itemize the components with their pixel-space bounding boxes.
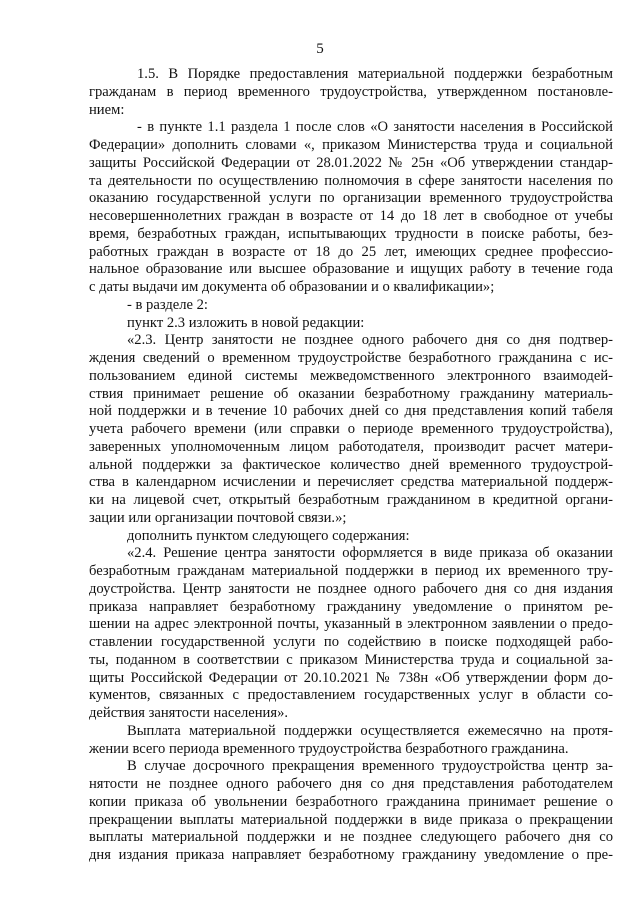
text-line: пункт 2.3 изложить в новой редакции:: [127, 314, 365, 331]
text-line: «2.4. Решение центра занятости оформляется в виде приказа об оказании: [127, 545, 613, 562]
text-line: с даты выдачи им документа об образовании и о квалификации»;: [89, 279, 495, 295]
text-line: защиты Российской Федерации от 28.01.2022 № 25н «Об утверждении стандар-: [89, 154, 613, 171]
text-line: - в пункте 1.1 раздела 1 после слов «О занятости населения в Российской: [137, 119, 613, 136]
text-line: кументов, связанных с предоставлением государственных услуг в области со-: [89, 687, 613, 704]
text-line: прекращении выплаты материальной поддержки в виде приказа о прекращении: [89, 811, 613, 828]
text-line: безработным гражданам материальной поддержки в период их временного тру-: [89, 563, 613, 579]
text-line: Выплата материальной поддержки осуществляется ежемесячно на протя-: [127, 722, 613, 739]
text-line: дополнить пунктом следующего содержания:: [127, 527, 410, 544]
text-line: та деятельности по осуществлению полномочия в сфере занятости населения по: [89, 172, 613, 189]
text-line: приказа направляет безработному гражданину уведомление о принятом ре-: [89, 598, 613, 615]
text-line: гражданам в период временного трудоустройства, утвержденном постановле-: [89, 83, 613, 100]
text-line: нием:: [89, 101, 125, 118]
text-line: работных граждан в возрасте от 18 до 25 лет, имеющих среднее профессио-: [89, 243, 613, 260]
text-line: ждения сведений о временном трудоустройстве безработного гражданина с ис-: [89, 350, 613, 366]
text-line: ной поддержки и в течение 10 рабочих дней со дня представления копий табеля: [89, 403, 613, 420]
text-line: пользованием единой системы межведомственного электронного взаимодей-: [89, 367, 613, 384]
text-line: ства в календарном исчислении и перечисляет средства материальной поддерж-: [89, 474, 613, 491]
page-number: 5: [316, 41, 324, 57]
text-line: зации или организации почтовой связи.»;: [89, 509, 347, 526]
text-line: выплаты материальной поддержки и не позднее следующего рабочего дня со: [89, 829, 613, 846]
text-line: ки на лицевой счет, открытый безработным гражданином в кредитной органи-: [89, 492, 613, 508]
text-line: оказанию государственной услуги по организации временного трудоустройства: [89, 190, 613, 207]
text-line: жении всего периода временного трудоустройства безработного гражданина.: [89, 740, 569, 757]
text-line: дня издания приказа направляет безработному гражданину уведомление о пре-: [89, 847, 613, 863]
text-line: «2.3. Центр занятости не позднее одного рабочего дня со дня подтвер-: [127, 332, 613, 349]
text-line: шении на адрес электронной почты, указанный в электронном заявлении о предо-: [89, 616, 613, 633]
text-line: несовершеннолетних граждан в возрасте от 14 до 18 лет в свободное от учебы: [89, 208, 613, 224]
text-line: время, безработных граждан, испытывающих трудности в поиске работы, без-: [89, 225, 613, 242]
text-line: щиты Российской Федерации от 20.10.2021 № 738н «Об утверждении форм до-: [89, 669, 613, 686]
text-line: Федерации» дополнить словами «, приказом Министерства труда и социальной: [89, 137, 613, 153]
text-line: нятости не позднее одного рабочего дня со дня представления работодателем: [89, 776, 613, 792]
text-line: копии приказа об увольнении безработного гражданина принимает решение о: [89, 793, 613, 810]
text-line: доустройства. Центр занятости не позднее одного рабочего дня со дня издания: [89, 580, 613, 597]
text-line: ставлении государственной услуги по содействию в поиске подходящей рабо-: [89, 634, 613, 650]
text-line: - в разделе 2:: [127, 296, 208, 313]
text-line: альной поддержки за фактическое количество дней временного трудоустрой-: [89, 456, 613, 473]
text-line: ты, поданном в соответствии с приказом Министерства труда и социальной за-: [89, 651, 613, 668]
text-line: заверенных уполномоченным лицом работодателя, производит расчет матери-: [89, 438, 613, 455]
text-line: действия занятости населения».: [89, 705, 289, 721]
document-body: [89, 66, 613, 865]
text-line: 1.5. В Порядке предоставления материальной поддержки безработным: [137, 66, 613, 82]
text-line: ствия принимает решение об оказании безработному гражданину материаль-: [89, 385, 613, 402]
text-line: нальное образование или высшее образование и ищущих работу в течение года: [89, 261, 613, 278]
text-line: В случае досрочного прекращения временного трудоустройства центр за-: [127, 758, 613, 775]
text-line: учета рабочего времени (или справки о периоде временного трудоустройства),: [89, 421, 613, 437]
